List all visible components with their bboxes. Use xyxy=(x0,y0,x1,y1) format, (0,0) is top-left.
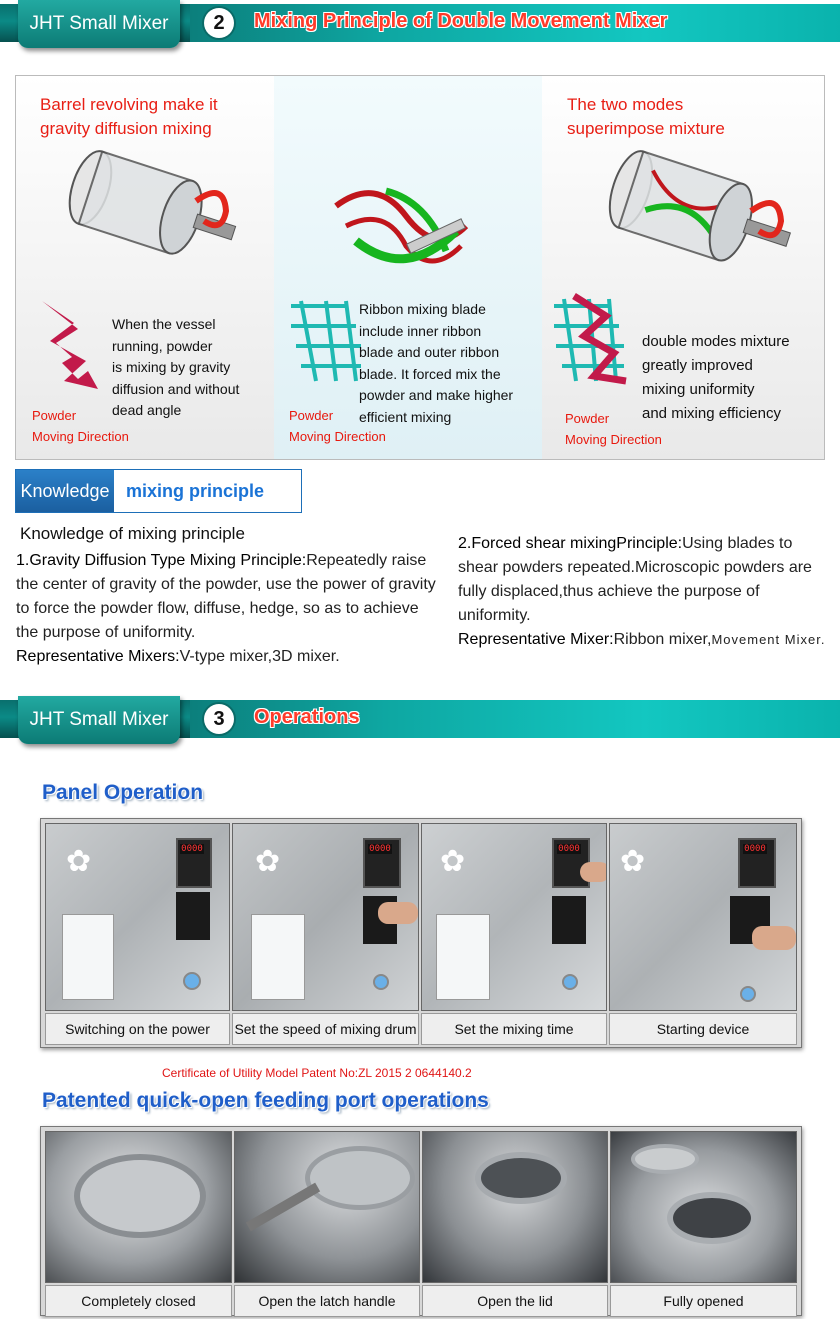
section-number: 2 xyxy=(204,8,234,38)
instruction-label xyxy=(251,914,305,1000)
logo-icon: ✿ xyxy=(66,845,92,878)
section-number: 3 xyxy=(204,704,234,734)
knowledge-tab-label: Knowledge xyxy=(16,470,114,512)
panel-caption: Set the speed of mixing drum xyxy=(232,1013,419,1045)
panel-operation-heading: Panel Operation xyxy=(42,781,204,804)
feeding-photo-closed xyxy=(45,1131,232,1283)
feeding-caption: Completely closed xyxy=(45,1285,232,1317)
shear-rep-value: Ribbon mixer, xyxy=(613,631,712,648)
gravity-rep-label: Representative Mixers: xyxy=(16,648,180,665)
gravity-principle-title: 1.Gravity Diffusion Type Mixing Principle: xyxy=(16,552,307,569)
instruction-label xyxy=(62,914,114,1000)
shear-rep-label: Representative Mixer: xyxy=(458,631,614,648)
left-direction-label-2: Moving Direction xyxy=(32,429,129,444)
right-description: double modes mixture greatly improved mixing uniformity and mixing efficiency xyxy=(642,333,790,422)
power-button xyxy=(562,974,578,990)
section-title: Operations xyxy=(254,706,360,728)
right-heading-1: The two modes xyxy=(567,95,684,114)
removed-lid xyxy=(631,1144,699,1174)
latch-handle xyxy=(246,1183,320,1232)
feeding-photo-fully-open xyxy=(610,1131,797,1283)
left-direction-label-1: Powder xyxy=(32,408,77,423)
middle-direction-label-2: Moving Direction xyxy=(289,429,386,444)
powder-direction-arrow-red-icon xyxy=(34,301,104,391)
feeding-port-strip xyxy=(40,1126,802,1316)
timer-display: 0000 xyxy=(369,844,391,854)
feeding-photo-latch xyxy=(234,1131,420,1283)
feeding-photo-lid-open xyxy=(422,1131,608,1283)
shear-principle-body: Using blades to shear powders repeated.Microscopic powders are fully displaced,thus achieve the purpose of uniformity. xyxy=(458,535,812,624)
rotating-barrel-illustration xyxy=(46,146,246,276)
power-button xyxy=(183,972,201,990)
panel-caption: Switching on the power xyxy=(45,1013,230,1045)
feeding-port-heading: Patented quick-open feeding port operations xyxy=(42,1089,489,1112)
right-heading-2: superimpose mixture xyxy=(567,119,725,138)
section-3-banner xyxy=(0,696,840,744)
middle-direction-label-1: Powder xyxy=(289,408,334,423)
section-2-banner xyxy=(0,0,840,48)
shear-principle-title: 2.Forced shear mixingPrinciple: xyxy=(458,535,683,552)
lid xyxy=(305,1146,415,1210)
hand-icon xyxy=(378,902,418,924)
shear-principle-text xyxy=(458,532,834,652)
left-heading-1: Barrel revolving make it xyxy=(40,95,218,114)
right-direction-label-2: Moving Direction xyxy=(565,432,662,447)
combined-mixer-illustration xyxy=(586,146,806,286)
right-direction-label-1: Powder xyxy=(565,411,610,426)
logo-icon: ✿ xyxy=(620,845,646,878)
section-title: Mixing Principle of Double Movement Mixer xyxy=(254,10,668,32)
patent-certificate-text: Certificate of Utility Model Patent No:ZL 2015 2 0644140.2 xyxy=(162,1066,472,1080)
principle-panel xyxy=(15,75,825,460)
timer-display: 0000 xyxy=(744,844,766,854)
speed-knob-unit xyxy=(176,892,210,940)
speed-knob-unit xyxy=(552,896,586,944)
knowledge-tab-title: mixing principle xyxy=(126,481,265,501)
hand-icon xyxy=(752,926,796,950)
timer-display: 0000 xyxy=(558,844,580,854)
gravity-rep-value: V-type mixer,3D mixer. xyxy=(179,648,340,665)
logo-icon: ✿ xyxy=(255,845,281,878)
gravity-principle-body: Repeatedly raise the center of gravity of the powder, use the power of gravity to force the powder flow, diffuse, hedge, so as to achieve the purpose of uniformity. xyxy=(16,552,436,641)
panel-caption: Set the mixing time xyxy=(421,1013,607,1045)
powder-direction-arrow-teal-icon xyxy=(286,296,366,386)
power-button xyxy=(373,974,389,990)
lid xyxy=(74,1154,206,1238)
left-heading-2: gravity diffusion mixing xyxy=(40,119,212,138)
hand-icon xyxy=(580,862,607,882)
feeding-caption: Fully opened xyxy=(610,1285,797,1317)
panel-operation-strip xyxy=(40,818,802,1048)
brand-tab: JHT Small Mixer xyxy=(18,696,180,744)
feeding-caption: Open the latch handle xyxy=(234,1285,420,1317)
feeding-port xyxy=(667,1192,757,1244)
power-button xyxy=(740,986,756,1002)
panel-photo-speed xyxy=(232,823,419,1011)
feeding-caption: Open the lid xyxy=(422,1285,608,1317)
shear-rep-value-2: Movement Mixer. xyxy=(711,632,826,647)
panel-photo-start xyxy=(609,823,797,1011)
middle-description: Ribbon mixing blade include inner ribbon blade and outer ribbon blade. It forced mix the powder and make higher efficient mixing xyxy=(359,301,514,425)
powder-direction-combined-icon xyxy=(544,291,634,386)
panel-photo-time xyxy=(421,823,607,1011)
ribbon-blade-illustration xyxy=(316,171,486,281)
panel-caption: Starting device xyxy=(609,1013,797,1045)
logo-icon: ✿ xyxy=(440,845,466,878)
knowledge-tab xyxy=(15,469,302,513)
instruction-label xyxy=(436,914,490,1000)
timer-display: 0000 xyxy=(181,844,203,854)
knowledge-heading: Knowledge of mixing principle xyxy=(20,524,245,543)
panel-photo-power xyxy=(45,823,230,1011)
left-description: When the vessel running, powder is mixing by gravity diffusion and without dead angle xyxy=(112,316,240,418)
brand-tab: JHT Small Mixer xyxy=(18,0,180,48)
feeding-port xyxy=(475,1152,567,1204)
gravity-principle-text xyxy=(16,549,436,669)
